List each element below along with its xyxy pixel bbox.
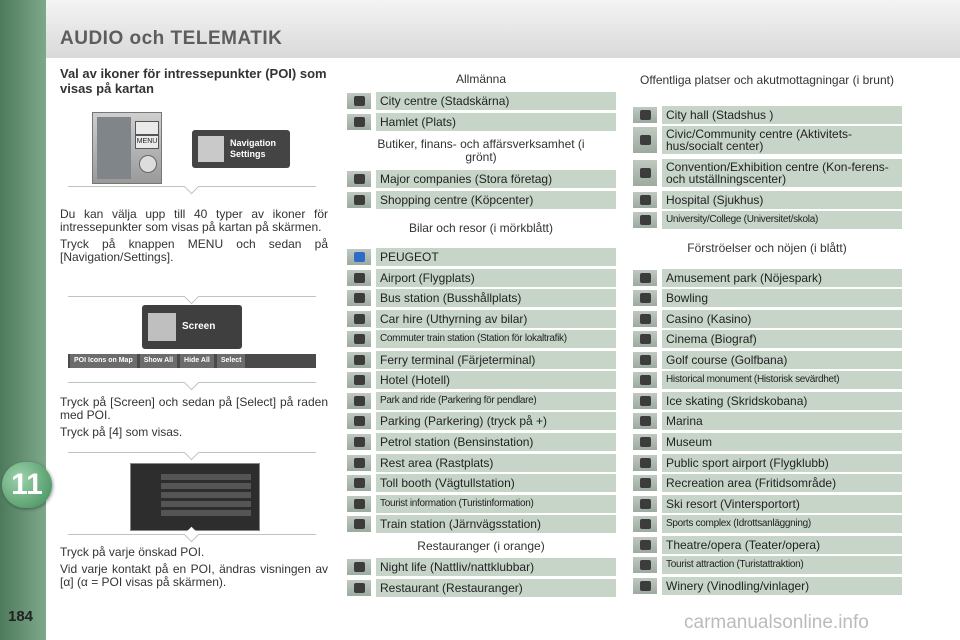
toll-icon [346, 474, 372, 492]
university-icon [632, 211, 658, 229]
page-number: 184 [8, 608, 34, 625]
poi-item[interactable] [632, 106, 902, 124]
amusement-icon [632, 269, 658, 287]
ferry-icon [346, 351, 372, 369]
poi-icon [346, 113, 372, 131]
poi-item[interactable] [346, 495, 616, 513]
watermark: carmanualsonline.info [684, 612, 869, 633]
casino-icon [632, 310, 658, 328]
poi-item[interactable] [632, 289, 902, 307]
poi-item[interactable] [346, 330, 616, 348]
poi-label: Amusement park (Nöjespark) [662, 269, 902, 287]
divider [68, 186, 316, 187]
poi-item[interactable] [346, 289, 616, 307]
device-screen [97, 117, 131, 179]
show-all-label: Show All [140, 354, 177, 368]
poi-icon [346, 170, 372, 188]
poi-label: Cinema (Biograf) [662, 330, 902, 348]
paragraph: Tryck på varje önskad POI. [60, 545, 205, 559]
poi-item[interactable] [632, 474, 902, 492]
nightlife-icon [346, 558, 372, 576]
fuel-icon [346, 433, 372, 451]
poi-label: Airport (Flygplats) [376, 269, 616, 287]
paragraph: Du kan välja upp till 40 typer av ikoner för intressepunkter som visas på kartan på skärmen. [60, 207, 328, 234]
poi-label: Convention/Exhibition centre (Kon-ferens- och utställningscenter) [662, 159, 902, 187]
poi-item[interactable] [346, 474, 616, 492]
screen-label: Screen [182, 321, 216, 332]
poi-label: Ice skating (Skridskobana) [662, 392, 902, 410]
poi-label: Bowling [662, 289, 902, 307]
recreation-icon [632, 474, 658, 492]
poi-item[interactable] [346, 558, 616, 576]
monument-icon [632, 371, 658, 389]
poi-label: Tourist attraction (Turistattraktion) [662, 556, 902, 574]
section-header: Butiker, finans- och affärsverksamhet (i grönt) [377, 137, 585, 164]
poi-label: Casino (Kasino) [662, 310, 902, 328]
poi-label: Recreation area (Fritidsområde) [662, 474, 902, 492]
poi-label: Commuter train station (Station för lokaltrafik) [376, 330, 616, 348]
marina-icon [632, 412, 658, 430]
sports-complex-icon [632, 515, 658, 533]
poi-label: Historical monument (Historisk sevärdhet) [662, 371, 902, 389]
poi-label: Major companies (Stora företag) [376, 170, 616, 188]
poi-label: Train station (Järnvägsstation) [376, 515, 616, 533]
ice-skating-icon [632, 392, 658, 410]
poi-label: Toll booth (Vägtullstation) [376, 474, 616, 492]
poi-item[interactable] [346, 433, 616, 451]
screen-icon [148, 313, 176, 341]
list-row [161, 474, 251, 480]
select-label: Select [217, 354, 246, 368]
menu-button-image: MENU [135, 135, 159, 149]
final-text [60, 546, 328, 593]
winery-icon [632, 577, 658, 595]
poi-label: Ferry terminal (Färjeterminal) [376, 351, 616, 369]
list-row [161, 510, 251, 516]
museum-icon [632, 433, 658, 451]
poi-label: Night life (Nattliv/nattklubbar) [376, 558, 616, 576]
info-icon [346, 495, 372, 513]
poi-label: Restaurant (Restauranger) [376, 579, 616, 597]
knob [139, 155, 157, 173]
poi-item[interactable] [346, 351, 616, 369]
divider [68, 534, 316, 535]
poi-label: Car hire (Uthyrning av bilar) [376, 310, 616, 328]
train-station-icon [346, 515, 372, 533]
navigation-settings-button-image [192, 130, 290, 168]
page-title: AUDIO och TELEMATIK [60, 28, 283, 49]
parking-icon [346, 412, 372, 430]
poi-label: Marina [662, 412, 902, 430]
poi-label: Bus station (Busshållplats) [376, 289, 616, 307]
car-icon [346, 310, 372, 328]
list-row [161, 483, 251, 489]
poi-label: Parking (Parkering) (tryck på +) [376, 412, 616, 430]
poi-list-screen-image [130, 463, 260, 531]
poi-item[interactable] [346, 191, 616, 209]
poi-label: Ski resort (Vintersportort) [662, 495, 902, 513]
poi-label: Tourist information (Turistinformation) [376, 495, 616, 513]
poi-label: City hall (Stadshus ) [662, 106, 902, 124]
poi-item[interactable] [632, 577, 902, 595]
poi-item[interactable] [346, 515, 616, 533]
cinema-icon [632, 330, 658, 348]
navigation-icon [198, 136, 224, 162]
poi-label: Museum [662, 433, 902, 451]
poi-item[interactable] [346, 269, 616, 287]
intro-text [60, 208, 328, 268]
hide-all-label: Hide All [180, 354, 214, 368]
hotel-icon [346, 371, 372, 389]
poi-icon [346, 92, 372, 110]
section-heading: Val av ikoner för intressepunkter (POI) som visas på kartan [60, 66, 327, 96]
divider [68, 296, 316, 297]
menu-button-illustration [92, 112, 162, 184]
poi-label: University/College (Universitet/skola) [662, 211, 902, 229]
list-row [161, 501, 251, 507]
attraction-icon [632, 556, 658, 574]
poi-item[interactable] [346, 92, 616, 110]
poi-item[interactable] [632, 159, 902, 187]
ss-button [135, 121, 159, 135]
poi-label: Theatre/opera (Teater/opera) [662, 536, 902, 554]
poi-label: Shopping centre (Köpcenter) [376, 191, 616, 209]
nav-settings-label: Navigation Settings [230, 138, 277, 159]
poi-item[interactable] [632, 495, 902, 513]
instruction-text [60, 396, 328, 443]
poi-label: PEUGEOT [376, 248, 616, 266]
poi-item[interactable] [346, 310, 616, 328]
chapter-tab: 11 [2, 462, 52, 508]
poi-item[interactable] [346, 170, 616, 188]
poi-item[interactable] [632, 556, 902, 574]
section-header: Restauranger (i orange) [417, 539, 545, 553]
poi-item[interactable] [632, 515, 902, 533]
section-header: Förströelser och nöjen (i blått) [687, 241, 847, 255]
city-hall-icon [632, 106, 658, 124]
paragraph: Tryck på knappen MENU och sedan på [Navigation/Settings]. [60, 237, 328, 264]
civic-centre-icon [632, 126, 658, 154]
poi-label: Hospital (Sjukhus) [662, 191, 902, 209]
poi-label: Rest area (Rastplats) [376, 454, 616, 472]
poi-item[interactable] [346, 392, 616, 410]
section-header: Offentliga platser och akutmottagningar (i brunt) [640, 73, 894, 87]
poi-item[interactable] [346, 579, 616, 597]
paragraph: Vid varje kontakt på en POI, ändras visningen av [α] (α = POI visas på skärmen). [60, 562, 328, 589]
bowling-icon [632, 289, 658, 307]
poi-label: Golf course (Golfbana) [662, 351, 902, 369]
poi-item[interactable] [632, 126, 902, 154]
poi-item[interactable] [632, 392, 902, 410]
screen-button-image [142, 305, 242, 349]
ski-icon [632, 495, 658, 513]
poi-label: Public sport airport (Flygklubb) [662, 454, 902, 472]
poi-item[interactable] [632, 269, 902, 287]
poi-label: Winery (Vinodling/vinlager) [662, 577, 902, 595]
poi-label: Park and ride (Parkering för pendlare) [376, 392, 616, 410]
golf-icon [632, 351, 658, 369]
poi-item[interactable] [632, 371, 902, 389]
poi-label: Hotel (Hotell) [376, 371, 616, 389]
poi-bar-label: POI Icons on Map [70, 354, 137, 368]
poi-icons-bar-image [68, 354, 316, 368]
restaurant-icon [346, 579, 372, 597]
sport-airport-icon [632, 454, 658, 472]
poi-item[interactable] [346, 113, 616, 131]
poi-item[interactable] [632, 536, 902, 554]
poi-item[interactable] [632, 412, 902, 430]
poi-label: Civic/Community centre (Aktivitets-hus/socialt center) [662, 126, 902, 154]
poi-item[interactable] [346, 248, 616, 266]
paragraph: Tryck på [4] som visas. [60, 425, 183, 439]
park-ride-icon [346, 392, 372, 410]
airport-icon [346, 269, 372, 287]
poi-item[interactable] [346, 454, 616, 472]
section-header: Allmänna [455, 72, 507, 86]
poi-item[interactable] [632, 433, 902, 451]
side-band [0, 0, 46, 640]
rest-area-icon [346, 454, 372, 472]
poi-item[interactable] [632, 330, 902, 348]
convention-icon [632, 159, 658, 187]
poi-label: Hamlet (Plats) [376, 113, 616, 131]
poi-item[interactable] [632, 310, 902, 328]
list-row [161, 492, 251, 498]
poi-item[interactable] [632, 211, 902, 229]
poi-item[interactable] [346, 412, 616, 430]
poi-label: Petrol station (Bensinstation) [376, 433, 616, 451]
poi-label: Sports complex (Idrottsanläggning) [662, 515, 902, 533]
poi-item[interactable] [632, 191, 902, 209]
poi-item[interactable] [632, 351, 902, 369]
bus-icon [346, 289, 372, 307]
hospital-icon [632, 191, 658, 209]
peugeot-icon [346, 248, 372, 266]
poi-item[interactable] [346, 371, 616, 389]
poi-icon [346, 191, 372, 209]
theatre-icon [632, 536, 658, 554]
paragraph: Tryck på [Screen] och sedan på [Select] på raden med POI. [60, 395, 328, 422]
section-header: Bilar och resor (i mörkblått) [408, 221, 554, 235]
poi-item[interactable] [632, 454, 902, 472]
divider [68, 382, 316, 383]
train-icon [346, 330, 372, 348]
poi-label: City centre (Stadskärna) [376, 92, 616, 110]
divider [68, 452, 316, 453]
